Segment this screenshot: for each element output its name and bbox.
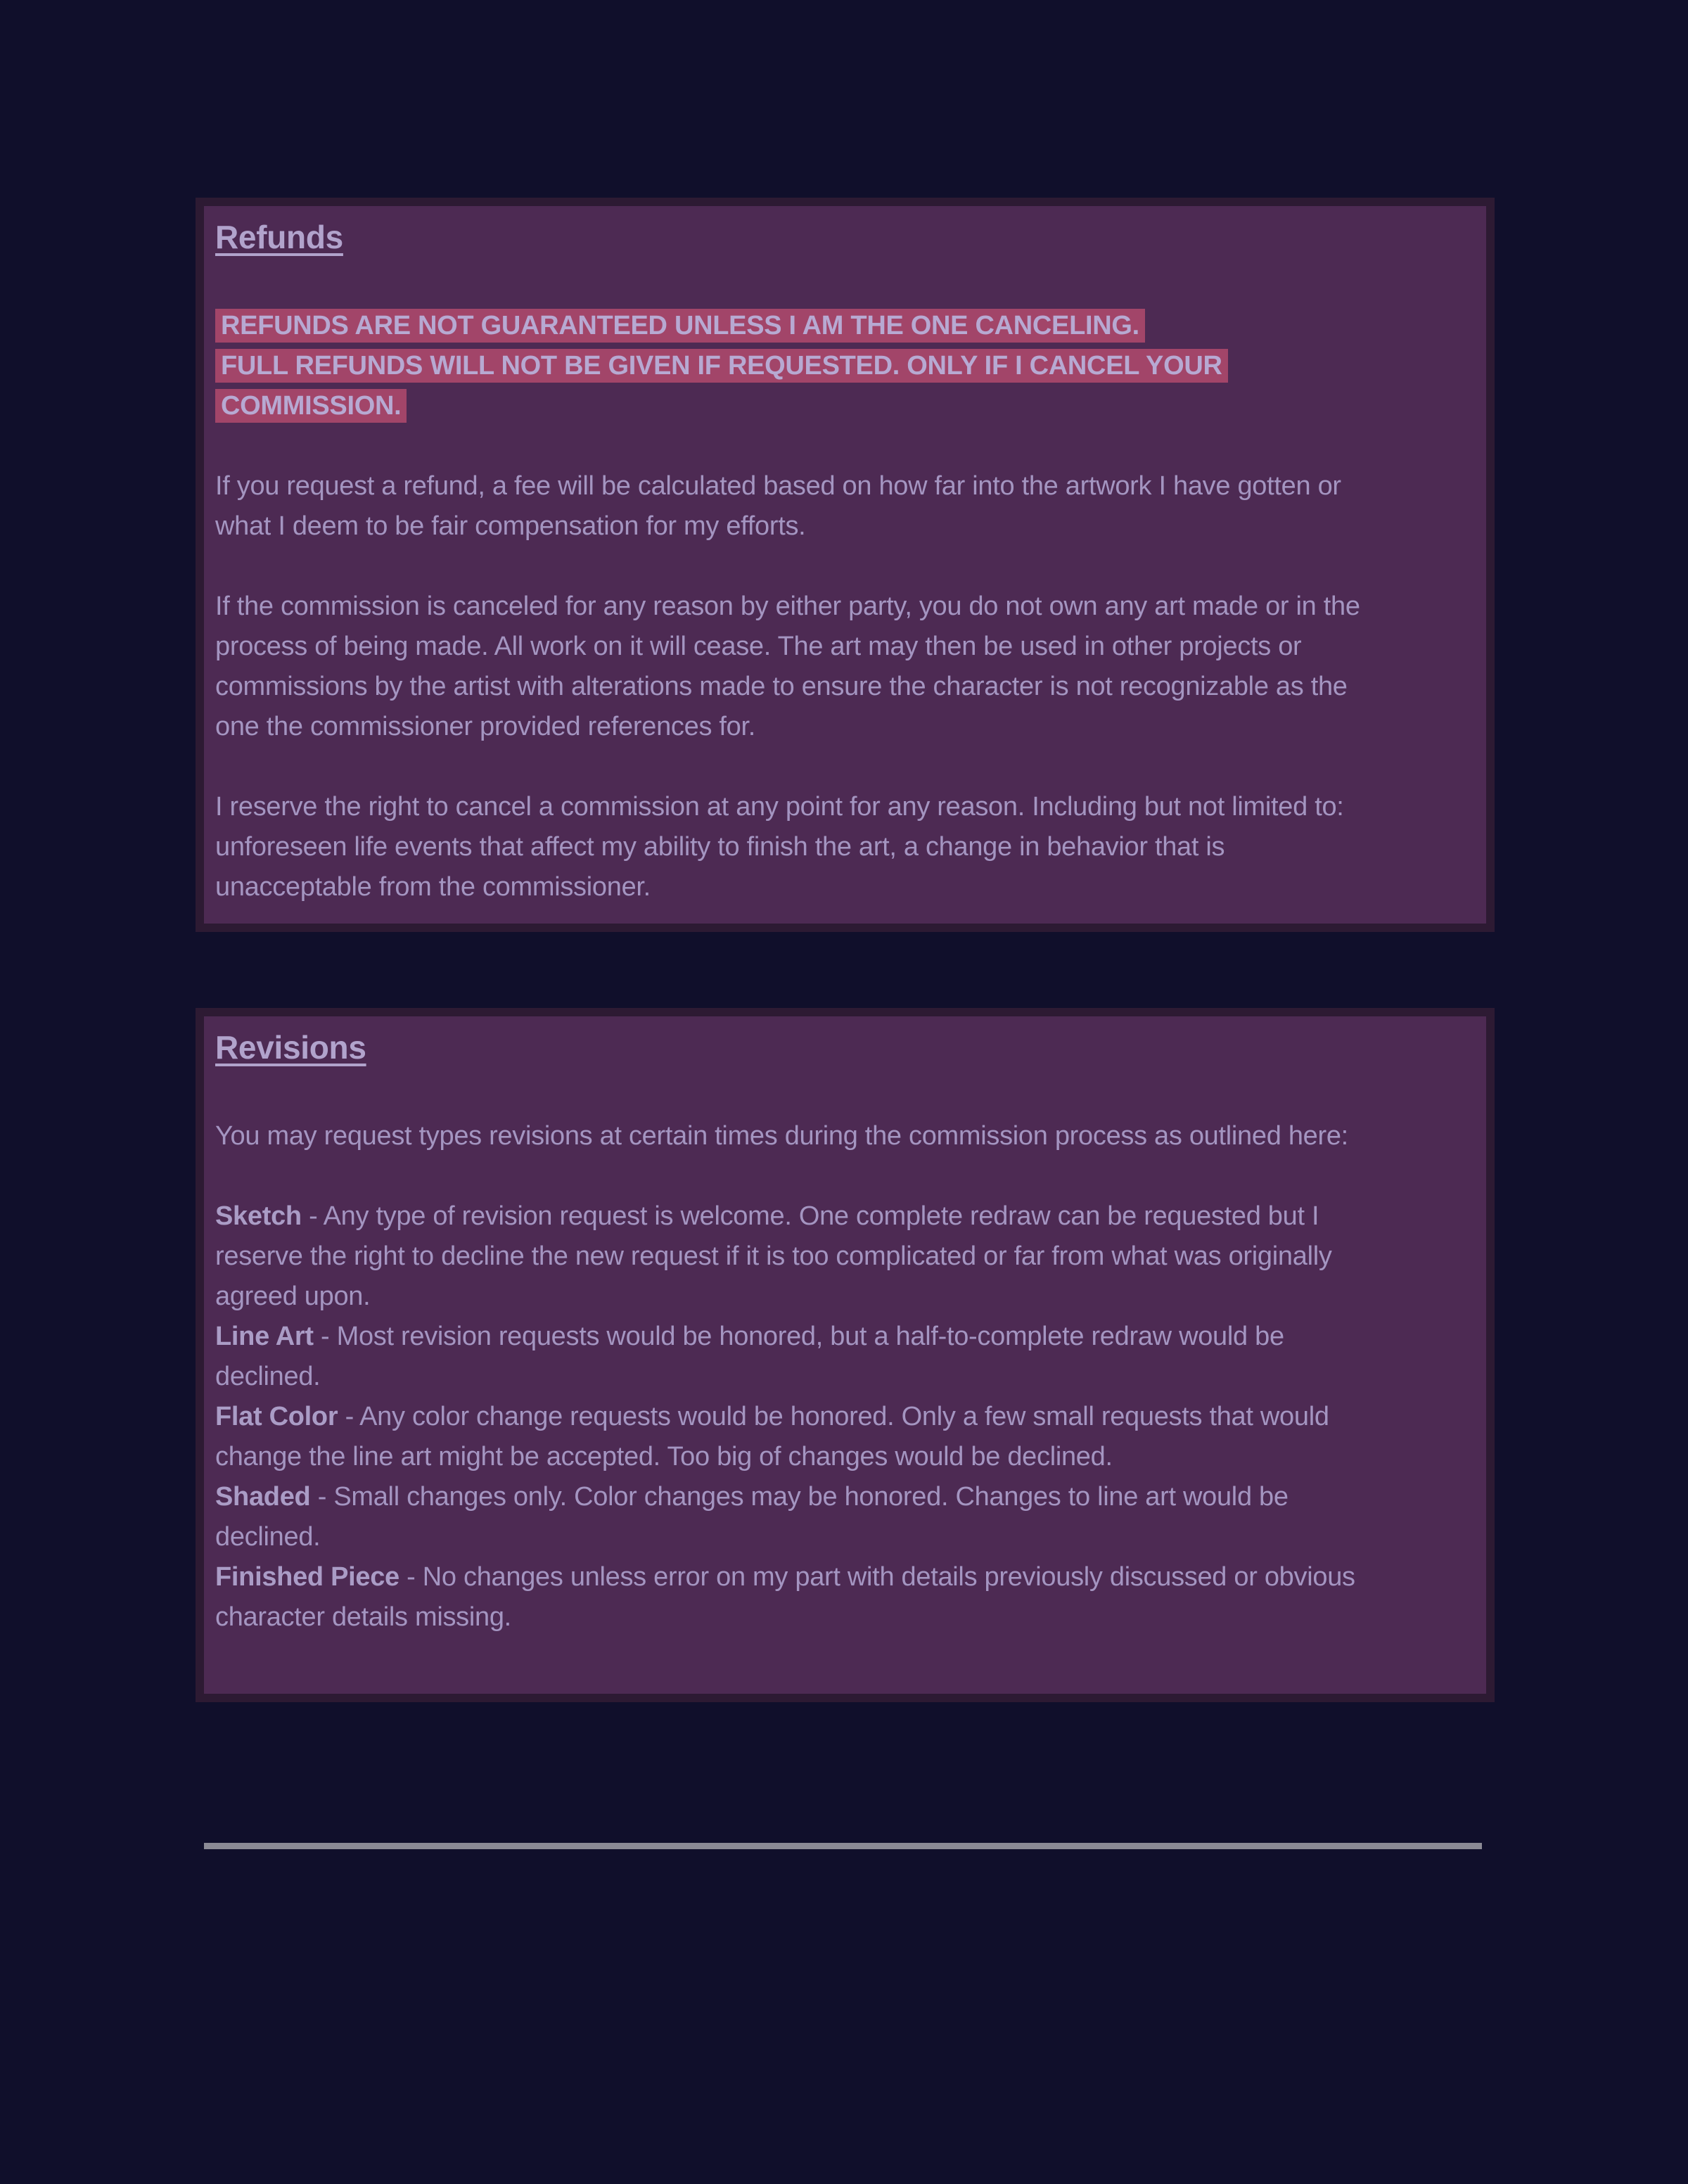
highlighted-text: REFUNDS ARE NOT GUARANTEED UNLESS I AM THE ONE CANCELING. [215,309,1145,343]
revisions-intro: You may request types revisions at certain times during the commission process as outlined here: [215,1121,1348,1151]
revision-item-flat-color [215,1397,1369,1477]
revision-item-text: - Any type of revision request is welcome. One complete redraw can be requested but I reserve the right to decline the new request if it is too complicated or far from what was originally agreed upon. [215,1201,1332,1311]
revision-item-label: Line Art [215,1322,314,1351]
revision-item-finished-piece [215,1557,1369,1637]
revisions-heading: Revisions [215,1029,366,1066]
refund-policy-highlight-line-1 [215,306,1369,346]
revision-item-text: - Most revision requests would be honored, but a half-to-complete redraw would be declined. [215,1322,1284,1391]
revision-item-text: - Any color change requests would be honored. Only a few small requests that would change the line art might be accepted. Too big of changes would be declined. [215,1402,1329,1471]
revision-item-label: Finished Piece [215,1562,399,1592]
revision-item-label: Flat Color [215,1402,338,1431]
section-divider [204,1843,1482,1849]
refunds-paragraph-cancel-right: I reserve the right to cancel a commission at any point for any reason. Including but not limited to: unforeseen life events that affect my ability to finish the art, a change in behavior that is unacceptable from the commissioner. [215,792,1344,902]
revision-item-label: Shaded [215,1482,311,1512]
revision-item-text: - No changes unless error on my part with details previously discussed or obvious character details missing. [215,1562,1355,1632]
revision-item-label: Sketch [215,1201,302,1231]
revisions-section [196,1008,1495,1702]
revision-item-line-art [215,1317,1369,1397]
refunds-heading: Refunds [215,219,343,255]
refund-policy-highlight-line-2 [215,346,1369,426]
revision-item-text: - Small changes only. Color changes may be honored. Changes to line art would be declined. [215,1482,1289,1552]
refunds-paragraph-fee: If you request a refund, a fee will be calculated based on how far into the artwork I have gotten or what I deem to be fair compensation for my efforts. [215,471,1341,541]
revision-item-shaded [215,1477,1369,1557]
highlighted-text: FULL REFUNDS WILL NOT BE GIVEN IF REQUESTED. ONLY IF I CANCEL YOUR COMMISSION. [215,349,1228,423]
revision-item-sketch [215,1196,1369,1317]
refunds-paragraph-ownership: If the commission is canceled for any reason by either party, you do not own any art made or in the process of being made. All work on it will cease. The art may then be used in other projects or commissions by the artist with alterations made to ensure the character is not recognizable as the one the commissioner provided references for. [215,592,1360,741]
refunds-section [196,198,1495,932]
